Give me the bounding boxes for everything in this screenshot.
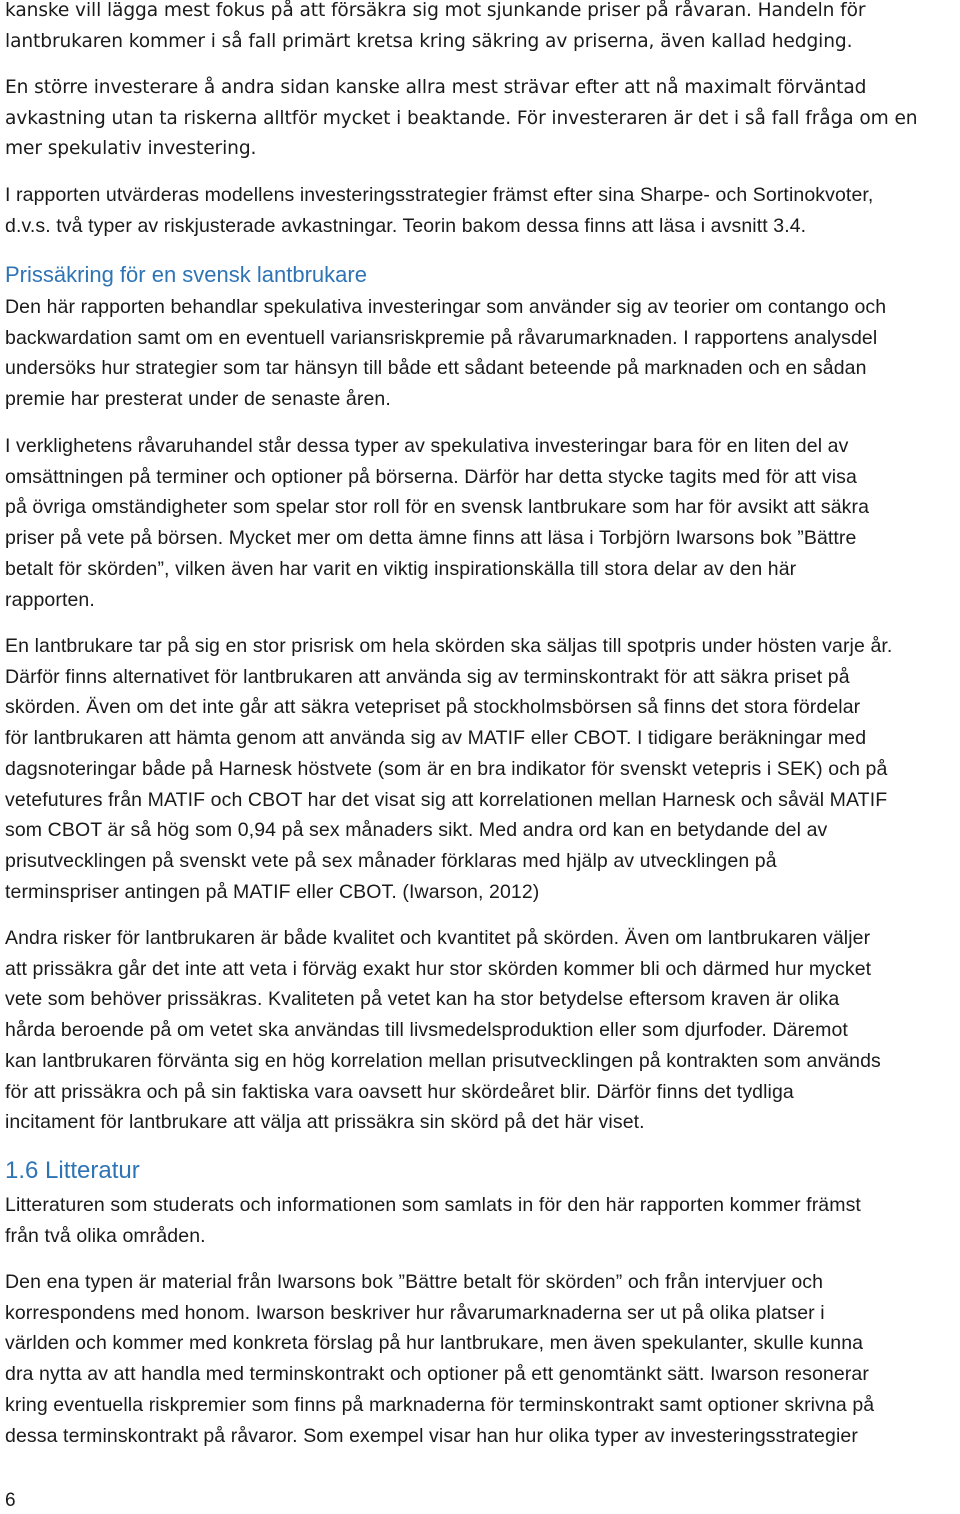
paragraph-real-trading: I verklighetens råvaruhandel står dessa typer av spekulativa investeringar bara för en liten del av omsättningen på terminer och optioner på börserna. Därför har detta stycke tagits med för att visa på övriga omständigheter som spelar stor roll för en svensk lantbrukare som har för avsikt att säkra priser på vete på börsen. Mycket mer om detta ämne finns att läsa i Torbjörn Iwarsons bok ”Bättre betalt för skörden”, vilken även har varit en viktig inspirationskälla till stora delar av den här rapporten. [5, 435, 870, 611]
page-number: 6 [5, 1490, 16, 1511]
paragraph-price-risk: En lantbrukare tar på sig en stor prisrisk om hela skörden ska säljas till spotpris under hösten varje år. Därför finns alternativet för lantbrukaren att använda sig av terminskontrakt för att säkra priset på skörden. Även om det inte går att säkra vetepriset på stockholmsbörsen så finns det stora fördelar för lantbrukaren att hämta genom att använda sig av MATIF eller CBOT. I tidigare beräkningar med dagsnoteringar både på Harnesk höstvete (som är en bra indikator för svenskt vetepris i SEK) och på vetefutures från MATIF och CBOT har det visat sig att korrelationen mellan Harnesk och såväl MATIF som CBOT är så hög som 0,94 på sex månaders sikt. Med andra ord kan en betydande del av prisutvecklingen på svenskt vete på sex månader förklaras med hjälp av utvecklingen på terminspriser antingen på MATIF eller CBOT. (Iwarson, 2012) [5, 635, 893, 903]
paragraph-large-investor: En större investerare å andra sidan kanske allra mest strävar efter att nå maximalt förväntad avkastning utan ta riskerna alltför mycket i beaktande. För investeraren är det i så fall fråga om en mer spekulativ investering. [5, 77, 918, 160]
section-heading-prissakring: Prissäkring för en svensk lantbrukare [5, 262, 367, 287]
paragraph-literature-intro: Litteraturen som studerats och informationen som samlats in för den här rapporten kommer främst från två olika områden. [5, 1194, 861, 1247]
paragraph-other-risks: Andra risker för lantbrukaren är både kvalitet och kvantitet på skörden. Även om lantbrukaren väljer att prissäkra går det inte att veta i förväg exakt hur stor skörden kommer bli och därmed hur mycket vete som behöver prissäkras. Kvaliteten på vetet kan ha stor betydelse eftersom kraven är olika hårda beroende på om vetet ska användas till livsmedelsproduktion eller som djurfoder. Däremot kan lantbrukaren förvänta sig en hög korrelation mellan prisutvecklingen på kontrakten som används för att prissäkra och på sin faktiska vara oavsett hur skördeåret blir. Därför finns det tydliga incitament för lantbrukare att välja att prissäkra sin skörd på det här viset. [5, 927, 881, 1134]
paragraph-report-scope: Den här rapporten behandlar spekulativa investeringar som använder sig av teorier om contango och backwardation samt om en eventuell variansriskpremie på råvarumarknaden. I rapportens analysdel undersöks hur strategier som tar hänsyn till både ett sådant beteende på marknaden och en sådan premie har presterat under de senaste åren. [5, 296, 887, 411]
paragraph-hedging-intro: kanske vill lägga mest fokus på att försäkra sig mot sjunkande priser på råvaran. Handeln för lantbrukaren kommer i så fall primärt kretsa kring säkring av priserna, även kallad hedging. [5, 0, 866, 52]
paragraph-iwarson-book: Den ena typen är material från Iwarsons bok ”Bättre betalt för skörden” och från intervjuer och korrespondens med honom. Iwarson beskriver hur råvarumarknaderna ser ut på olika platser i världen och kommer med konkreta förslag på hur lantbrukare, men även spekulanter, skulle kunna dra nytta av att handla med terminskontrakt och optioner på ett genomtänkt sätt. Iwarson resonerar kring eventuella riskpremier som finns på marknaderna för terminskontrakt samt optioner skrivna på dessa terminskontrakt på råvaror. Som exempel visar han hur olika typer av investeringsstrategier [5, 1271, 875, 1447]
section-heading-litteratur: 1.6 Litteratur [5, 1157, 140, 1184]
paragraph-sharpe-sortino: I rapporten utvärderas modellens investeringsstrategier främst efter sina Sharpe- och Sortinokvoter, d.v.s. två typer av riskjusterade avkastningar. Teorin bakom dessa finns att läsa i avsnitt 3.4. [5, 184, 874, 237]
